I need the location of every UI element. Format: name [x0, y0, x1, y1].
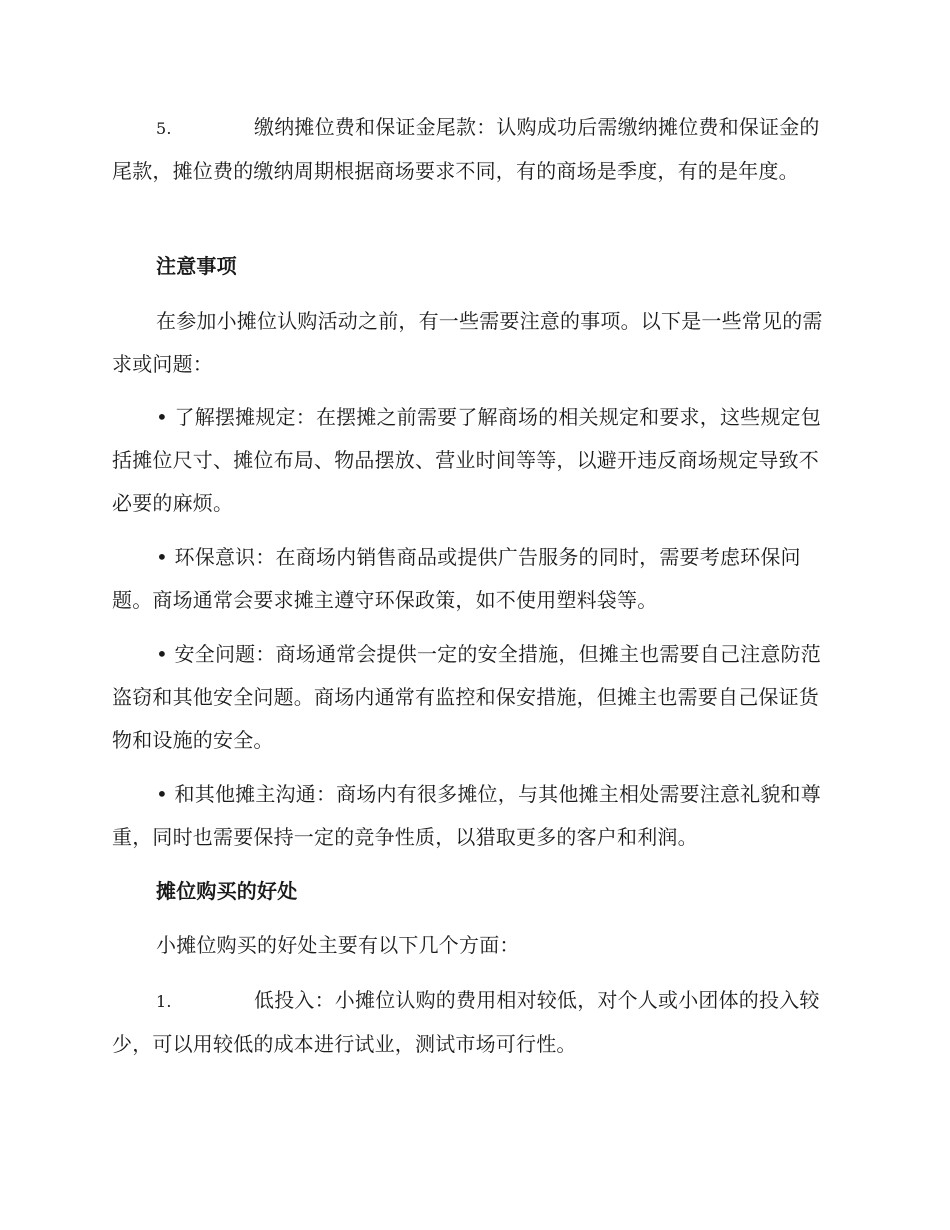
section-heading-benefits: 摊位购买的好处: [156, 879, 298, 903]
bullet-item: • 和其他摊主沟通：商场内有很多摊位，与其他摊主相处需要注意礼貌和尊重，同时也需要保持一定的竞争性质，以猎取更多的客户和利润。: [112, 782, 821, 849]
list-item-text: 缴纳摊位费和保证金尾款：认购成功后需缴纳摊位费和保证金的尾款，摊位费的缴纳周期根据商场要求不同，有的商场是季度，有的是年度。: [112, 115, 820, 183]
list-number: 5.: [156, 119, 172, 138]
list-item-step-5: [112, 106, 837, 193]
bullet-item: • 安全问题：商场通常会提供一定的安全措施，但摊主也需要自己注意防范盗窃和其他安全问题。商场内通常有监控和保安措施，但摊主也需要自己保证货物和设施的安全。: [112, 642, 821, 752]
paragraph-benefits-intro: 小摊位购买的好处主要有以下几个方面：: [156, 933, 520, 957]
bullet-item: • 了解摆摊规定：在摆摊之前需要了解商场的相关规定和要求，这些规定包括摊位尺寸、摊位布局、物品摆放、营业时间等等，以避开违反商场规定导致不必要的麻烦。: [112, 405, 821, 515]
paragraph-notes-intro: 在参加小摊位认购活动之前，有一些需要注意的事项。以下是一些常见的需求或问题：: [112, 309, 823, 376]
bullet-item: • 环保意识：在商场内销售商品或提供广告服务的同时，需要考虑环保问题。商场通常会要求摊主遵守环保政策，如不使用塑料袋等。: [112, 545, 801, 612]
section-heading-notes: 注意事项: [156, 254, 237, 278]
list-number: 1.: [156, 992, 172, 1011]
list-item-benefit-1: [112, 979, 837, 1066]
list-item-text: 低投入：小摊位认购的费用相对较低，对个人或小团体的投入较少，可以用较低的成本进行试业，测试市场可行性。: [112, 988, 820, 1056]
